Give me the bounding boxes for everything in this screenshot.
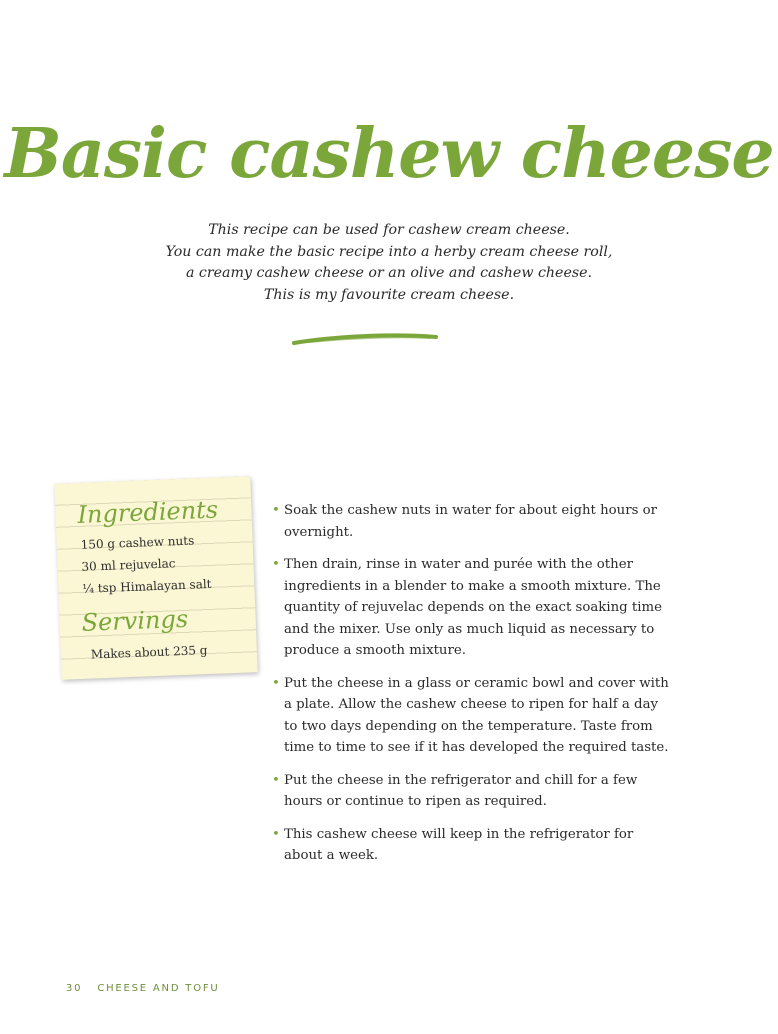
recipe-intro bbox=[100, 220, 678, 307]
step-text: Put the cheese in a glass or ceramic bowl and cover with a plate. Allow the cashew cheese to ripen for half a day to two days depending on the temperature. Taste from time to time to see if it has developed the required taste. bbox=[284, 675, 669, 755]
bullet-icon: • bbox=[272, 772, 280, 788]
method-step bbox=[272, 554, 672, 662]
intro-line: a creamy cashew cheese or an olive and cashew cheese. bbox=[185, 265, 593, 282]
intro-line: You can make the basic recipe into a herby cream cheese roll, bbox=[165, 243, 613, 260]
step-text: This cashew cheese will keep in the refrigerator for about a week. bbox=[284, 826, 634, 863]
method-steps bbox=[272, 500, 672, 878]
bullet-icon: • bbox=[272, 675, 280, 691]
recipe-title: Basic cashew cheese bbox=[4, 113, 774, 194]
page-footer bbox=[66, 983, 220, 994]
bullet-icon: • bbox=[272, 826, 280, 842]
step-text: Then drain, rinse in water and purée with the other ingredients in a blender to make a smooth mixture. The quantity of rejuvelac depends on the exact soaking time and the mixer. Use only as much liquid as necessary to produce a smooth mixture. bbox=[284, 557, 662, 658]
ingredients-heading: Ingredients bbox=[76, 495, 219, 529]
ingredient-item: ¼ tsp Himalayan salt bbox=[82, 576, 212, 596]
step-text: Put the cheese in the refrigerator and chill for a few hours or continue to ripen as required. bbox=[284, 772, 638, 809]
ingredients-note-card bbox=[54, 476, 257, 679]
method-step bbox=[272, 673, 672, 759]
method-step bbox=[272, 824, 672, 867]
method-step bbox=[272, 500, 672, 543]
page-number: 30 bbox=[66, 983, 83, 994]
servings-value: Makes about 235 g bbox=[90, 643, 208, 662]
ingredient-item: 150 g cashew nuts bbox=[80, 533, 195, 552]
intro-line: This is my favourite cream cheese. bbox=[263, 287, 515, 304]
intro-line: This recipe can be used for cashew cream cheese. bbox=[208, 222, 570, 238]
method-step bbox=[272, 770, 672, 813]
bullet-icon: • bbox=[272, 503, 280, 518]
servings-heading: Servings bbox=[81, 604, 189, 637]
step-text: Soak the cashew nuts in water for about eight hours or overnight. bbox=[284, 503, 657, 540]
brush-divider bbox=[290, 328, 440, 348]
ingredient-item: 30 ml rejuvelac bbox=[81, 556, 176, 574]
section-name: CHEESE AND TOFU bbox=[97, 983, 220, 994]
bullet-icon: • bbox=[272, 557, 280, 572]
